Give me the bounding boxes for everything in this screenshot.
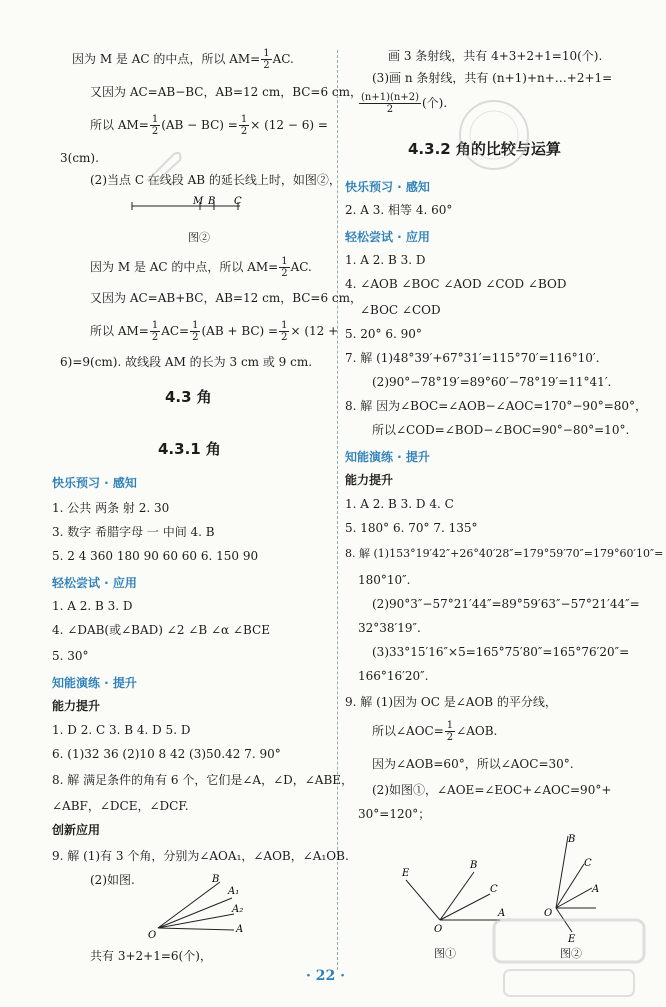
subheading-ability: 能力提升	[345, 473, 394, 487]
answer-row: 5. 30°	[52, 649, 89, 663]
point-label: E	[402, 868, 410, 879]
answer-row: 1. 公共 两条 射 2. 30	[52, 501, 170, 515]
fraction: $\frac{1}{2}$	[263, 48, 270, 71]
left-line-3: 所以 AM= $\frac{1}{2}$ (AB − BC) = $\frac{1}{2}$ × (12 − 6) =	[90, 114, 328, 137]
answer-row: 8. 解 因为∠BOC=∠AOB−∠AOC=170°−90°=80°，	[345, 399, 648, 413]
point-label: A₁	[228, 886, 240, 897]
answer-row: ∠BOC ∠COD	[360, 303, 441, 317]
watermark-seal-icon	[454, 95, 534, 175]
subsection-try: 轻松尝试 · 应用	[52, 576, 137, 590]
figure-caption: 图②	[188, 231, 210, 244]
subheading-ability: 能力提升	[52, 699, 101, 713]
answer-row: 1. A 2. B 3. D 4. C	[345, 497, 454, 511]
subsection-practice: 知能演练 · 提升	[52, 676, 137, 690]
answer-row: 5. 20° 6. 90°	[345, 327, 422, 341]
watermark-logo-icon	[490, 912, 650, 1002]
answer-row: 8. 解 满足条件的角有 6 个，它们是∠A，∠D，∠ABE，	[52, 773, 354, 787]
point-label: A	[236, 924, 244, 935]
figure-2-segment	[130, 196, 280, 234]
column-divider	[337, 50, 338, 970]
answer-row: 2. A 3. 相等 4. 60°	[345, 203, 453, 217]
point-label: B	[212, 874, 220, 885]
answer-row: 32°38′19″.	[358, 621, 421, 635]
answer-row: 7. 解 (1)48°39′+67°31′=115°70′=116°10′.	[345, 351, 600, 365]
point-label: B	[568, 834, 576, 845]
answer-row: (3)33°15′16″×5=165°75′80″=165°76′20″=	[372, 645, 630, 659]
subheading-innovation: 创新应用	[52, 823, 101, 837]
answer-row: 1. A 2. B 3. D	[52, 599, 133, 613]
figure-caption: 图②	[560, 947, 582, 960]
point-label: C	[584, 858, 592, 869]
answer-row: 9. 解 (1)有 3 个角，分别为∠AOA₁，∠AOB，∠A₁OB.	[52, 849, 349, 863]
left-line-4: 3(cm).	[60, 151, 99, 165]
point-label: A₂	[232, 904, 244, 915]
answer-row: (2)如图①，∠AOE=∠EOC+∠AOC=90°+	[372, 783, 612, 797]
point-label: E	[568, 934, 576, 945]
page-number: · 22 ·	[306, 968, 345, 984]
left-line-9: 6)=9(cm). 故线段 AM 的长为 3 cm 或 9 cm.	[60, 355, 313, 369]
answer-row: 因为∠AOB=60°，所以∠AOC=30°.	[372, 757, 574, 771]
point-label: M	[193, 196, 204, 207]
subsection-preview: 快乐预习 · 感知	[52, 476, 137, 490]
answer-row: 1. A 2. B 3. D	[345, 253, 426, 267]
answer-row: 3. 数字 希腊字母 一 中间 4. B	[52, 525, 215, 539]
point-label: O	[434, 924, 443, 935]
left-line-1: 因为 M 是 AC 的中点，所以 AM= $\frac{1}{2}$ AC.	[72, 48, 294, 71]
left-line-2: 又因为 AC=AB−BC，AB=12 cm，BC=6 cm，	[90, 85, 363, 99]
section-title-4-3: 4.3 角	[165, 388, 212, 406]
answer-row: ∠ABF，∠DCE，∠DCF.	[52, 799, 189, 813]
point-label: O	[544, 908, 553, 919]
answer-row: 共有 3+2+1=6(个)，	[90, 949, 212, 963]
subsection-try: 轻松尝试 · 应用	[345, 230, 430, 244]
answer-row: 30°=120°；	[358, 807, 431, 821]
left-line-6: 因为 M 是 AC 的中点，所以 AM= $\frac{1}{2}$ AC.	[90, 256, 312, 279]
figure-caption: 图①	[434, 947, 456, 960]
answer-row: 1. D 2. C 3. B 4. D 5. D	[52, 723, 191, 737]
left-line-7: 又因为 AC=AB+BC，AB=12 cm，BC=6 cm，	[90, 291, 363, 305]
answer-row: 5. 2 4 360 180 90 60 60 6. 150 90	[52, 549, 259, 563]
point-label: A	[592, 884, 600, 895]
section-title-4-3-1: 4.3.1 角	[158, 440, 221, 458]
answer-row: (2)90°−78°19′=89°60′−78°19′=11°41′.	[372, 375, 612, 389]
watermark-carrot-icon	[140, 140, 190, 190]
left-line-8: 所以 AM= $\frac{1}{2}$ AC= $\frac{1}{2}$ (AB + BC) = $\frac{1}{2}$ × (12 +	[90, 320, 339, 343]
point-label: B	[470, 860, 478, 871]
right-line-2: (3)画 n 条射线，共有 (n+1)+n+…+2+1=	[372, 71, 613, 85]
right-line-3: $\frac{(n+1)(n+2)}{2}$ (个).	[361, 92, 448, 115]
subsection-practice: 知能演练 · 提升	[345, 450, 430, 464]
answer-row: 180°10″.	[358, 573, 411, 587]
point-label: B	[208, 196, 216, 207]
answer-row: (2)90°3″−57°21′44″=89°59′63″−57°21′44″=	[372, 597, 640, 611]
answer-row: 4. ∠DAB(或∠BAD) ∠2 ∠B ∠α ∠BCE	[52, 623, 270, 637]
point-label: A	[498, 908, 506, 919]
subsection-preview: 快乐预习 · 感知	[345, 180, 430, 194]
answer-row: 166°16′20″.	[358, 669, 429, 683]
point-label: O	[148, 930, 157, 940]
answer-row: 9. 解 (1)因为 OC 是∠AOB 的平分线，	[345, 695, 557, 709]
rays-figure	[140, 872, 260, 940]
answer-row: 所以∠COD=∠BOD−∠BOC=90°−80°=10°.	[372, 423, 630, 437]
answer-row: 4. ∠AOB ∠BOC ∠AOD ∠COD ∠BOD	[345, 277, 567, 291]
answer-row: 5. 180° 6. 70° 7. 135°	[345, 521, 478, 535]
answer-row: 8. 解 (1)153°19′42″+26°40′28″=179°59′70″=179°60′10″=	[345, 547, 664, 560]
left-line-5: (2)当点 C 在线段 AB 的延长线上时，如图②，	[90, 173, 341, 187]
answer-row: 6. (1)32 36 (2)10 8 42 (3)50.42 7. 90°	[52, 747, 281, 761]
answer-row: (2)如图.	[90, 873, 135, 887]
section-title-4-3-2: 4.3.2 角的比较与运算	[408, 140, 561, 158]
answer-row: 所以∠AOC= $\frac{1}{2}$ ∠AOB.	[372, 720, 498, 743]
point-label: C	[234, 196, 242, 207]
right-line-1: 画 3 条射线，共有 4+3+2+1=10(个).	[388, 49, 603, 63]
point-label: C	[490, 884, 498, 895]
